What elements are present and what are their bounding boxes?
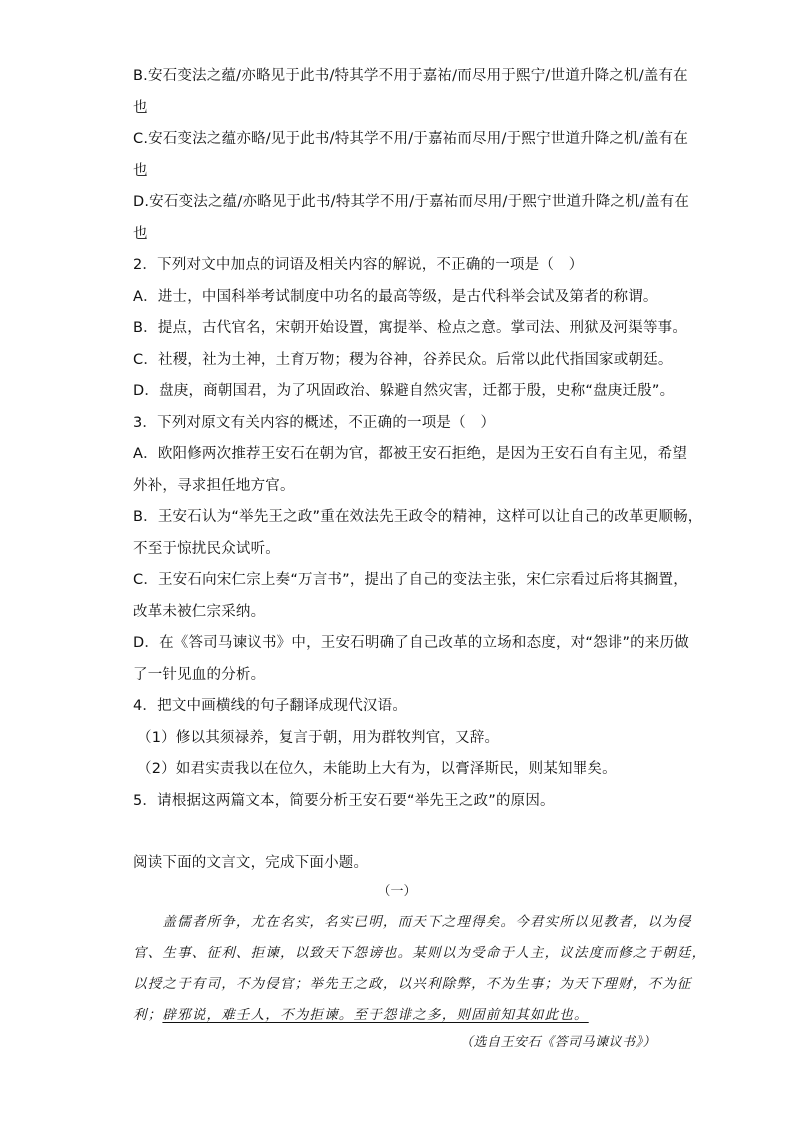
reading-intro: 阅读下面的文言文，完成下面小题。	[133, 855, 369, 871]
question-4-stem: 4．把文中画横线的句子翻译成现代汉语。	[133, 698, 408, 714]
question-3-option-b-line2: 不至于惊扰民众试听。	[133, 541, 280, 557]
question-3-option-d-line1: D．在《答司马谏议书》中，王安石明确了自己改革的立场和态度，对“怨诽”的来历做	[133, 635, 689, 651]
question-2-option-c: C．社稷，社为土神，土育万物；稷为谷神，谷养民众。后常以此代指国家或朝廷。	[133, 352, 673, 368]
passage-line-3: 以授之于有司，不为侵官；举先王之政，以兴利除弊，不为生事；为天下理财，不为征	[133, 976, 692, 992]
option-d-line2: 也	[133, 226, 148, 242]
option-c-line1: C.安石变法之蕴亦略/见于此书/特其学不用/于嘉祐而尽用/于熙宁世道升降之机/盖有在	[133, 131, 689, 147]
option-d-line1: D.安石变法之蕴/亦略见于此书/特其学不用/于嘉祐而尽用/于熙宁世道升降之机/盖有在	[133, 194, 690, 210]
passage-line-4	[133, 1005, 589, 1025]
option-b-line1: B.安石变法之蕴/亦略见于此书/特其学不用于嘉祐/而尽用于熙宁/世道升降之机/盖有在	[133, 68, 688, 84]
passage-source: （选自王安石《答司马谏议书》）	[459, 1035, 656, 1050]
option-c-line2: 也	[133, 163, 148, 179]
passage-line-1: 盖儒者所争，尤在名实，名实已明，而天下之理得矣。今君实所以见教者，以为侵	[133, 914, 692, 930]
option-b-line2: 也	[133, 100, 148, 116]
section-heading: （一）	[377, 884, 417, 899]
question-2-option-a: A．进士，中国科举考试制度中功名的最高等级，是古代科举会试及第者的称谓。	[133, 289, 658, 305]
question-3-option-a-line2: 外补，寻求担任地方官。	[133, 478, 295, 494]
question-3-option-c-line2: 改革未被仁宗采纳。	[133, 604, 266, 620]
question-2-stem: 2．下列对文中加点的词语及相关内容的解说，不正确的一项是（ ）	[133, 257, 584, 273]
underlined-sentence: 辟邪说，难壬人，不为拒谏。至于怨诽之多，则固前知其如此也。	[162, 1007, 589, 1023]
question-3-option-b-line1: B．王安石认为“举先王之政”重在效法先王政令的精神，这样可以让自己的改革更顺畅，	[133, 509, 703, 525]
question-3-option-d-line2: 了一针见血的分析。	[133, 667, 266, 683]
question-4-sentence-1: （1）修以其须禄养，复言于朝，用为群牧判官，又辞。	[137, 730, 500, 746]
passage	[133, 912, 707, 1023]
passage-line-4-lead: 利；	[133, 1007, 163, 1023]
question-2-option-b: B．提点，古代官名，宋朝开始设置，寓提举、检点之意。掌司法、刑狱及河渠等事。	[133, 320, 688, 336]
question-3-stem: 3．下列对原文有关内容的概述，不正确的一项是（ ）	[133, 415, 496, 431]
question-5-stem: 5．请根据这两篇文本，简要分析王安石要“举先王之政”的原因。	[133, 793, 555, 809]
question-3-option-c-line1: C．王安石向宋仁宗上奏“万言书”，提出了自己的变法主张，宋仁宗看过后将其搁置，	[133, 572, 688, 588]
question-2-option-d: D．盘庚，商朝国君，为了巩固政治、躲避自然灾害，迁都于殷，史称“盘庚迁殷”。	[133, 383, 675, 399]
question-3-option-a-line1: A．欧阳修两次推荐王安石在朝为官，都被王安石拒绝，是因为王安石自有主见，希望	[133, 446, 688, 462]
passage-line-2: 官、生事、征利、拒谏，以致天下怨谤也。某则以为受命于人主，议法度而修之于朝廷，	[133, 945, 707, 961]
question-4-sentence-2: （2）如君实责我以在位久，未能助上大有为，以膏泽斯民，则某知罪矣。	[137, 761, 617, 777]
